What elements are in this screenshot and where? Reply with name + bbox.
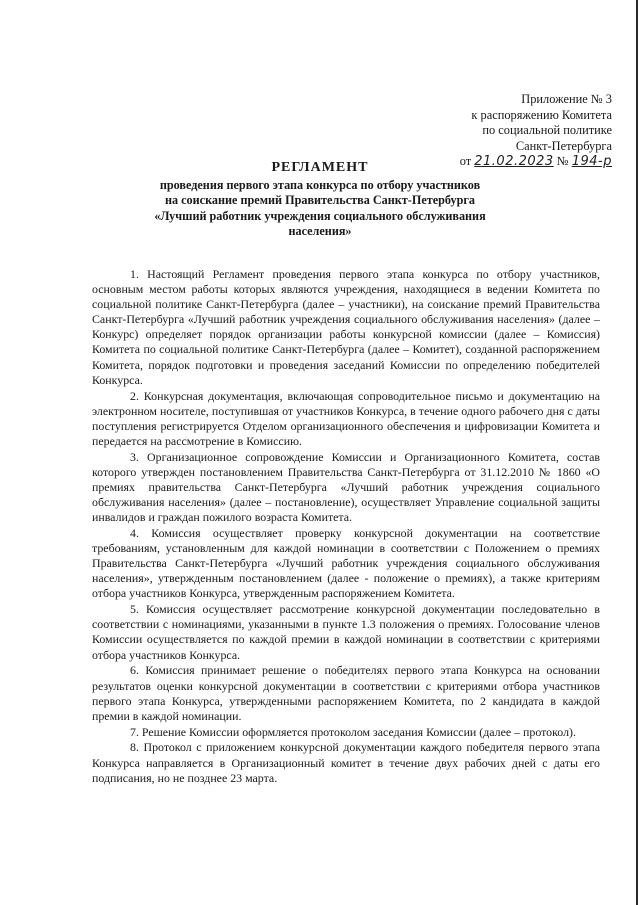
- paragraph-7: 7. Решение Комиссии оформляется протоколом заседания Комиссии (далее – протокол).: [130, 724, 576, 739]
- paragraph-4: 4. Комиссия осуществляет проверку конкурсной документации на соответствие требованиям, установленным для каждой номинации в соответствии с Положением о премиях Правительства Санкт-Петербурга «Лучший работник учреждения социального обслуживания населения», утвержденным постановлением (далее - положение о премиях), а также критериям отбора участников Конкурса, утвержденным распоряжением Комитета.: [92, 525, 600, 601]
- paragraph-6: 6. Комиссия принимает решение о победителях первого этапа Конкурса на основании результатов оценки конкурсной документации в соответствии с критериями отбора участников первого этапа Конкурса, утвержденными распоряжением Комитета, по 2 кандидата в каждой премии в каждой номинации.: [92, 663, 600, 723]
- paragraph-8: 8. Протокол с приложением конкурсной документации каждого победителя первого этапа Конкурса направляется в Организационный комитет в течение двух рабочих дней с даты его подписания, но не позднее 23 марта.: [92, 740, 600, 785]
- title-line-4: населения»: [288, 223, 352, 238]
- scan-edge-line: [636, 0, 638, 905]
- annex-committee: по социальной политике: [482, 123, 612, 137]
- title-line-1: проведения первого этапа конкурса по отбору участников: [159, 178, 481, 192]
- title-line-2: на соискание премий Правительства Санкт-Петербурга: [164, 193, 476, 208]
- title-line-3: «Лучший работник учреждения социального обслуживания: [154, 208, 486, 223]
- regulation-body: [92, 267, 600, 787]
- annex-num-sign: №: [556, 154, 569, 168]
- paragraph-2: 2. Конкурсная документация, включающая сопроводительное письмо и документацию на электронном носителе, поступившая от участников Конкурса, в течение одного рабочего дня с даты поступления регистрируется Отделом организационного обеспечения и цифровизации Комитета и передается на рассмотрение в Комиссию.: [92, 388, 600, 448]
- annex-order-ref: к распоряжению Комитета: [471, 107, 612, 122]
- paragraph-1: 1. Настоящий Регламент проведения первого этапа конкурса по отбору участников, основным местом работы которых являются учреждения, находящиеся в ведении Комитета по социальной политике Санкт-Петербурга (далее – участники), на соискание премий Правительства Санкт-Петербурга «Лучший работник учреждения социального обслуживания населения» (далее – Конкурс) определяет порядок организации работы конкурсной комиссии (далее – Комиссия) Комитета по социальной политике Санкт-Петербурга (далее – Комитет), созданной распоряжением Комитета, порядок подготовки и проведения заседаний Комиссии по определению победителей Конкурса.: [92, 267, 600, 387]
- document-title: [90, 158, 550, 239]
- annex-city: Санкт-Петербурга: [515, 138, 612, 153]
- paragraph-5: 5. Комиссия осуществляет рассмотрение конкурсной документации последовательно в соответствии с номинациями, указанными в пункте 1.3 положения о премиях. Голосование членов Комиссии осуществляется по каждой премии в каждой номинации в соответствии с критериями отбора участников Конкурса.: [92, 602, 600, 662]
- annex-ot: от: [459, 154, 472, 168]
- annex-number: Приложение № 3: [521, 92, 612, 106]
- paragraph-3: 3. Организационное сопровождение Комиссии и Организационного Комитета, состав которого утвержден постановлением Правительства Санкт-Петербурга от 31.12.2010 № 1860 «О премиях правительства Санкт-Петербурга «Лучший работник учреждения социального обслуживания населения» (далее – постановление), осуществляет Управление социальной защиты инвалидов и граждан пожилого возраста Комитета.: [92, 449, 600, 525]
- handwritten-number: 194-р: [571, 154, 612, 169]
- title-main: РЕГЛАМЕНТ: [271, 160, 369, 175]
- handwritten-date: 21.02.2023: [474, 154, 554, 169]
